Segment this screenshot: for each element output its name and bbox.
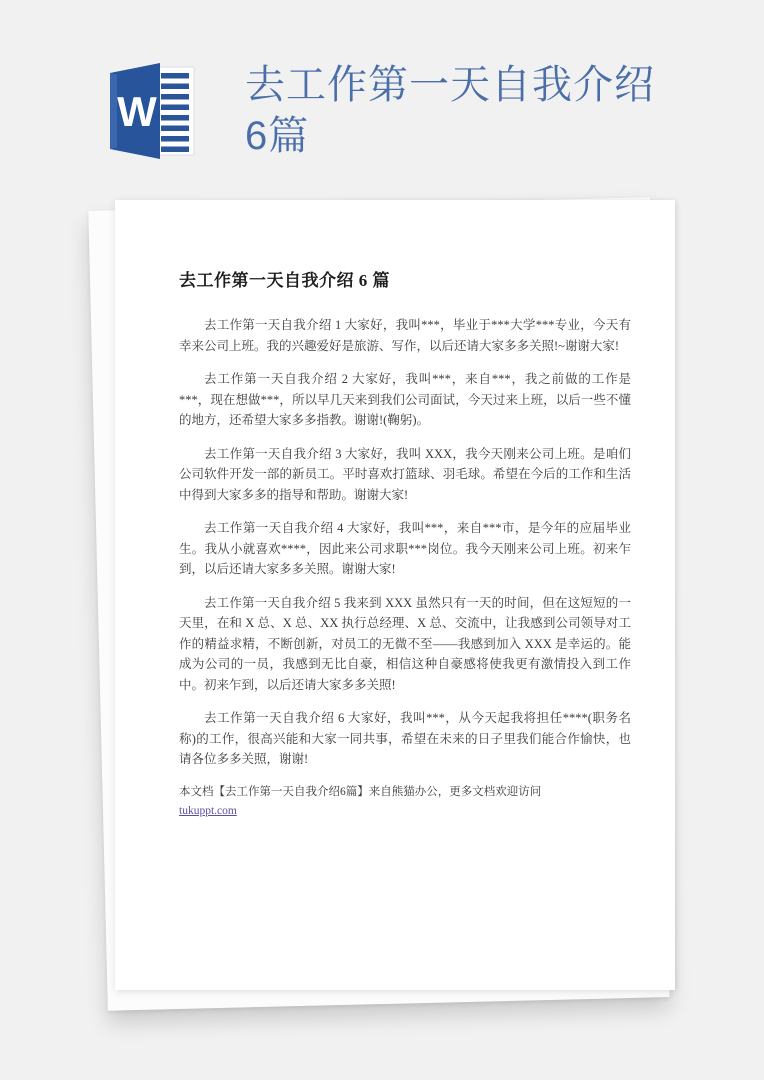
source-note-text: 本文档【去工作第一天自我介绍6篇】来自熊猫办公，更多文档欢迎访问 (179, 785, 542, 798)
tukuppt-link[interactable]: tukuppt.com (179, 804, 237, 817)
document-source-note (179, 783, 631, 821)
paragraph-intro-4: 去工作第一天自我介绍 4 大家好，我叫***，来自***市，是今年的应届毕业生。我从小就喜欢****，因此来公司求职***岗位。我今天刚来公司上班。初来乍到，以后还请大家多多关照。谢谢大家! (179, 521, 631, 576)
paragraph-intro-1: 去工作第一天自我介绍 1 大家好，我叫***，毕业于***大学***专业，今天有幸来公司上班。我的兴趣爱好是旅游、写作，以后还请大家多多关照!~谢谢大家! (179, 318, 631, 353)
paragraph-intro-2: 去工作第一天自我介绍 2 大家好，我叫***，来自***，我之前做的工作是***，现在想做***，所以早几天来到我们公司面试，今天过来上班，以后一些不懂的地方，还希望大家多多指教。谢谢!(鞠躬)。 (179, 372, 631, 427)
paragraph-intro-5: 去工作第一天自我介绍 5 我来到 XXX 虽然只有一天的时间，但在这短短的一天里，在和 X 总、X 总、XX 执行总经理、X 总、交流中，让我感到公司领导对工作的精益求精，不断创新，对员工的无微不至——我感到加入 XXX 是幸运的。能成为公司的一员，我感到无比自豪，相信这种自豪感将使我更有激情投入到工作中。初来乍到，以后还请大家多多关照! (179, 595, 631, 692)
header (100, 58, 700, 168)
document-page (115, 200, 675, 990)
page-title: 去工作第一天自我介绍6篇 (245, 63, 655, 158)
word-logo-icon (100, 60, 202, 162)
document-content (179, 266, 631, 821)
paragraph-intro-6: 去工作第一天自我介绍 6 大家好，我叫***，从今天起我将担任****(职务名称)的工作，很高兴能和大家一同共事，希望在未来的日子里我们能合作愉快，也请各位多多关照，谢谢! (179, 711, 631, 766)
paragraph-intro-3: 去工作第一天自我介绍 3 大家好，我叫 XXX，我今天刚来公司上班。是咱们公司软件开发一部的新员工。平时喜欢打篮球、羽毛球。希望在今后的工作和生活中得到大家多多的指导和帮助。谢谢大家! (179, 446, 631, 502)
document-title: 去工作第一天自我介绍 6 篇 (179, 271, 390, 290)
svg-text:W: W (117, 88, 157, 135)
